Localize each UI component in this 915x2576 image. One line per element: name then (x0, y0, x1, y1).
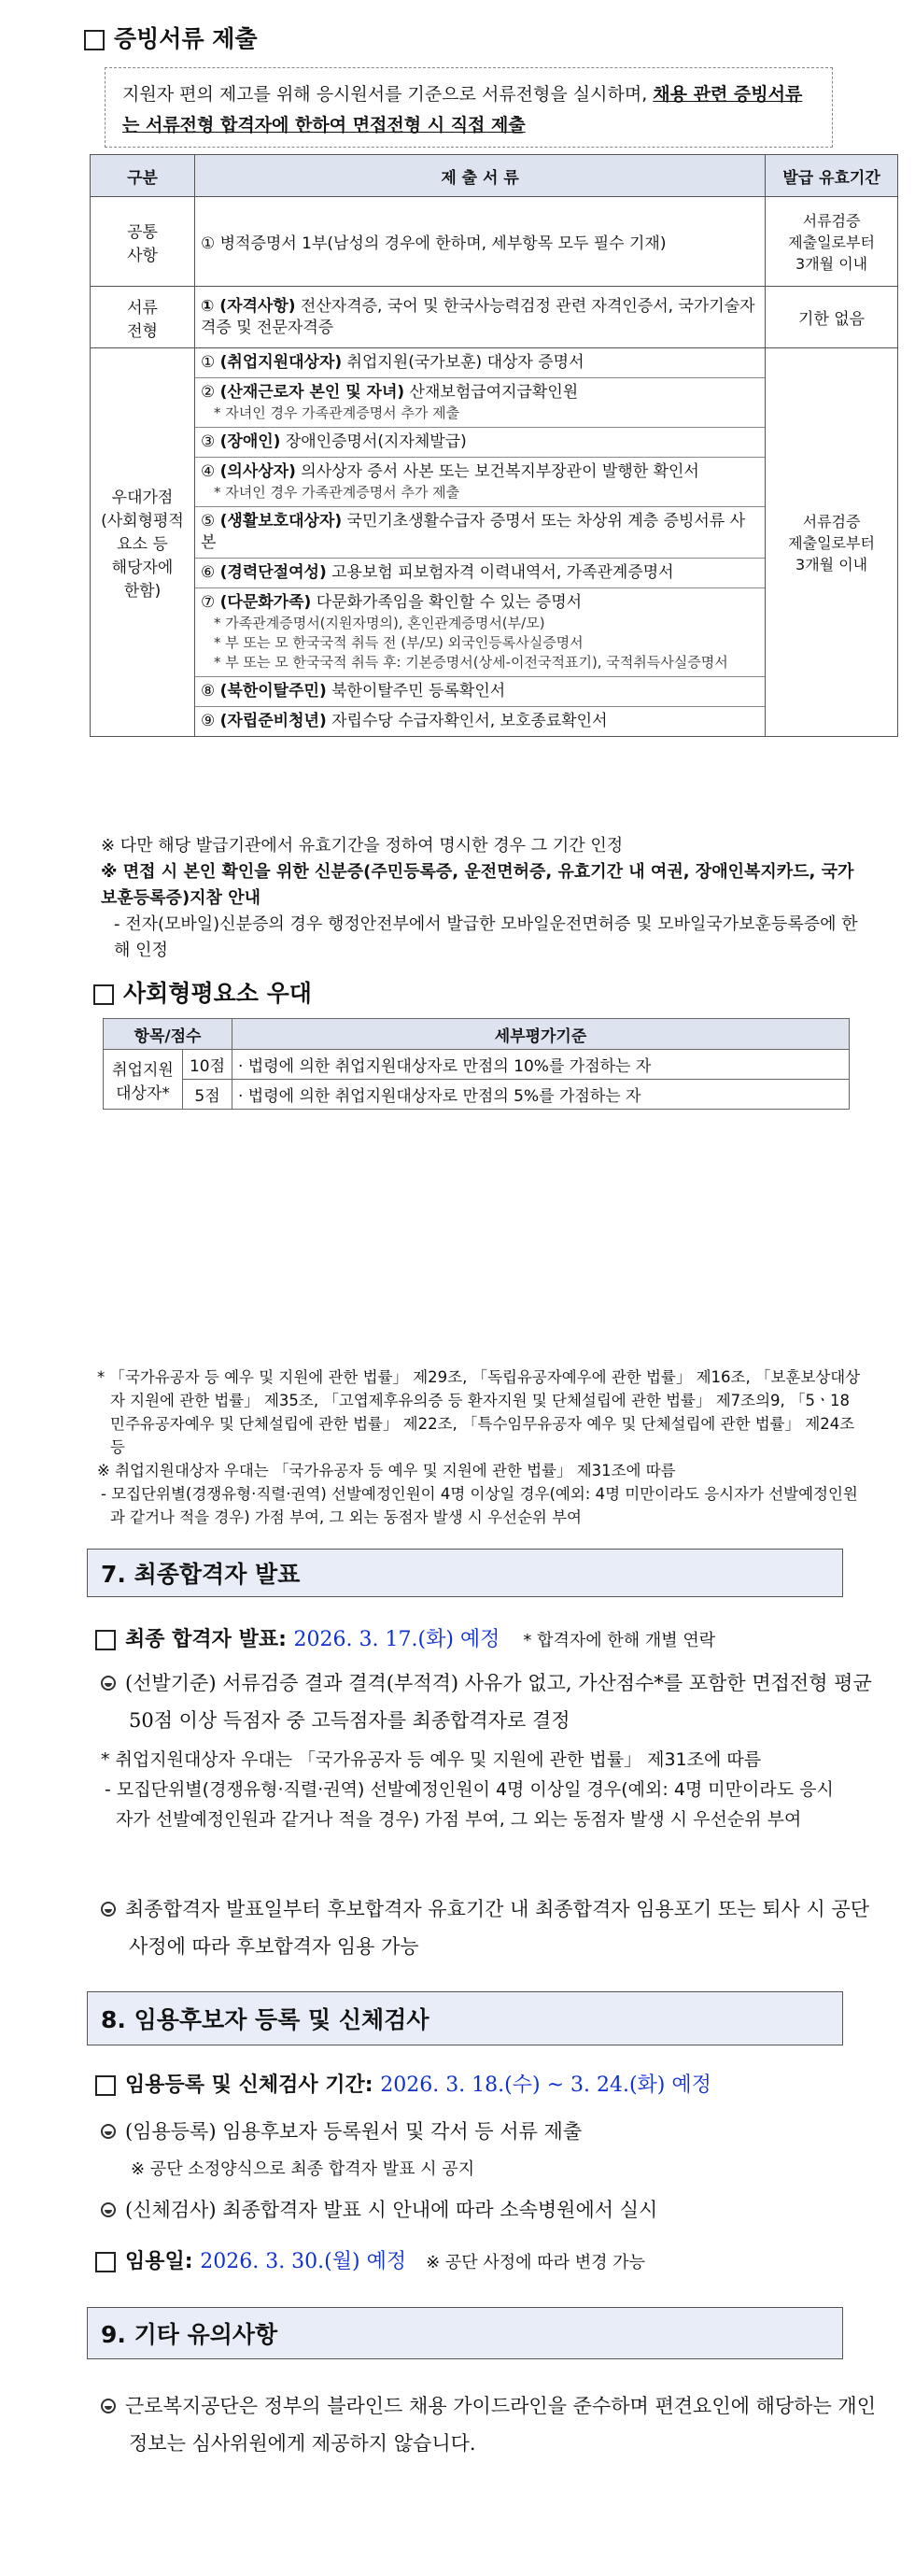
preference-item-number: ② (200, 383, 220, 402)
preference-item-text: 다문화가족임을 확인할 수 있는 증명서 (311, 593, 583, 612)
table-row-common (91, 197, 898, 287)
social-title: 사회형평요소 우대 (123, 980, 312, 1007)
preference-item-label: (생활보호대상자) (219, 512, 343, 531)
col-header-criteria: 세부평가기준 (232, 1019, 850, 1050)
preference-item-text: 국민기초생활수급자 증명서 또는 차상위 계층 증빙서류 사본 (200, 512, 746, 552)
docs-note (105, 67, 833, 148)
preference-item-label: (장애인) (219, 432, 281, 451)
preference-item (195, 428, 765, 458)
checkbox-icon (93, 984, 114, 1005)
preference-item-subnote: * 자녀인 경우 가족관계증명서 추가 제출 (213, 484, 460, 501)
preference-item-label: (의사상자) (219, 462, 296, 481)
section-8-checkup-text: (신체검사) 최종합격자 발표 시 안내에 따라 소속병원에서 실시 (125, 2199, 658, 2221)
docs-table (90, 154, 898, 737)
bullet-icon (101, 2202, 116, 2217)
checkbox-icon (84, 30, 105, 50)
registration-period-date: 2026. 3. 18.(수) ~ 3. 24.(화) 예정 (380, 2074, 711, 2097)
bullet-icon (101, 1902, 116, 1917)
social-criteria: · 법령에 의한 취업지원대상자로 만점의 5%를 가점하는 자 (232, 1080, 850, 1110)
preference-item (195, 348, 765, 378)
row-document (194, 287, 765, 348)
preference-item-label: (취업지원대상자) (219, 353, 343, 372)
docs-note-plain: 지원자 편의 제고를 위해 응시원서를 기준으로 서류전형을 실시하며, (122, 84, 654, 105)
preference-item-number: ⑤ (200, 512, 220, 531)
social-note-laws: * 「국가유공자 등 예우 및 지원에 관한 법률」 제29조, 「독립유공자예우에 관한 법률」 제16조, 「보훈보상대상자 지원에 관한 법률」 제35조, 「고엽제후유의증 등 환자지원 및 단체설립에 관한 법률」 제7조의9, 「5ㆍ18민주유공자예우 및 단체설립에 관한 법률」 제22조, 「특수임무유공자 예우 및 단체설립에 관한 법률」 제24조 등 (97, 1368, 861, 1456)
section-7-criteria (101, 1664, 876, 1739)
preference-item-number: ⑨ (200, 712, 220, 730)
row-validity: 서류검증 제출일로부터 3개월 이내 (766, 348, 898, 737)
section-7-note-bonus: - 모집단위별(경쟁유형·직렬·권역) 선발예정인원이 4명 이상일 경우(예외: 4명 미만이라도 응시자가 선발예정인원과 같거나 적을 경우) 가점 부여, 그 외는 동점자 발생 시 우선순위 부여 (105, 1779, 834, 1830)
row-document: ① 병적증명서 1부(남성의 경우에 한하며, 세부항목 모두 필수 기재) (194, 197, 765, 287)
preference-item-number: ⑧ (200, 682, 220, 701)
row-document-text: 전산자격증, 국어 및 한국사능력검정 관련 자격인증서, 국가기술자격증 및 전문자격증 (200, 296, 755, 337)
section-8-registration-note: ※ 공단 소정양식으로 최종 합격자 발표 시 공지 (131, 2159, 475, 2179)
social-score: 5점 (183, 1080, 232, 1110)
section-9-header (87, 2307, 843, 2359)
preference-item-row (195, 588, 765, 677)
section-8-checkup (101, 2191, 848, 2229)
appointment-date-label: 임용일: (125, 2250, 201, 2273)
social-note-bonus: - 모집단위별(경쟁유형·직렬·권역) 선발예정인원이 4명 이상일 경우(예외: 4명 미만이라도 응시자가 선발예정인원과 같거나 적을 경우) 가점 부여, 그 외는 동점자 발생 시 우선순위 부여 (101, 1485, 858, 1526)
preference-item-text: 의사상자 증서 사본 또는 보건복지부장관이 발행한 확인서 (295, 462, 699, 481)
footnote-id-card: ※ 면접 시 본인 확인을 위한 신분증(주민등록증, 운전면허증, 유효기간 내 여권, 장애인복지카드, 국가보훈등록증)지참 안내 (101, 862, 854, 908)
footnote-validity: ※ 다만 해당 발급기관에서 유효기간을 정하여 명시한 경우 그 기간 인정 (101, 836, 624, 856)
preference-item (195, 588, 765, 677)
registration-period-label: 임용등록 및 신체검사 기간: (125, 2074, 381, 2097)
table-row (104, 1080, 850, 1110)
section-7-header (87, 1549, 843, 1597)
final-announce-label: 최종 합격자 발표: (125, 1628, 294, 1651)
preference-item-text: 고용보험 피보험자격 이력내역서, 가족관계증명서 (326, 563, 674, 582)
checkbox-icon (95, 1630, 116, 1650)
preference-item-row (195, 559, 765, 588)
registration-period-line (95, 2069, 711, 2098)
preference-item-number: ⑥ (200, 563, 220, 582)
social-note-rule: ※ 취업지원대상자 우대는 「국가유공자 등 예우 및 지원에 관한 법률」 제31조에 따름 (97, 1462, 676, 1479)
table-row (104, 1050, 850, 1080)
col-header-category: 구분 (91, 155, 195, 197)
appointment-date-value: 2026. 3. 30.(월) 예정 (200, 2250, 407, 2273)
social-table (103, 1018, 850, 1110)
row-category: 우대가점 (사회형평적 요소 등 해당자에 한함) (91, 348, 195, 737)
section-7-alternate (101, 1890, 876, 1965)
preference-item (195, 378, 765, 428)
footnote-mobile-id: - 전자(모바일)신분증의 경우 행정안전부에서 발급한 모바일운전면허증 및 모바일국가보훈등록증에 한해 인정 (114, 914, 858, 960)
col-header-validity: 발급 유효기간 (766, 155, 898, 197)
col-header-documents: 제 출 서 류 (194, 155, 765, 197)
section-7-title: 7. 최종합격자 발표 (101, 1561, 301, 1588)
appointment-date-note: ※ 공단 사정에 따라 변경 가능 (426, 2253, 646, 2272)
social-criteria: · 법령에 의한 취업지원대상자로 만점의 10%를 가점하는 자 (232, 1050, 850, 1080)
preference-item-row (195, 507, 765, 559)
preference-item-subnote: * 자녀인 경우 가족관계증명서 추가 제출 (213, 404, 460, 421)
final-announce-note: * 합격자에 한해 개별 연락 (523, 1631, 716, 1650)
section-7-alternate-text: 최종합격자 발표일부터 후보합격자 유효기간 내 최종합격자 임용포기 또는 퇴사 시 공단사정에 따라 후보합격자 임용 가능 (125, 1898, 870, 1958)
preference-item (195, 458, 765, 507)
docs-footnotes (101, 833, 866, 964)
preference-item-label: (다문화가족) (219, 593, 312, 612)
preference-item-text: 산재보험급여지급확인원 (404, 383, 579, 402)
preference-item-text: 장애인증명서(지자체발급) (280, 432, 467, 451)
preference-item-subnote: * 가족관계증명서(지원자명의), 혼인관계증명서(부/모) (213, 615, 545, 631)
preference-item (195, 507, 765, 559)
preference-item-subnote: * 부 또는 모 한국국적 취득 후: 기본증명서(상세-이전국적표기), 국적취득사실증명서 (213, 654, 728, 671)
section-9-title: 9. 기타 유의사항 (101, 2321, 278, 2348)
section-9-notice-text: 근로복지공단은 정부의 블라인드 채용 가이드라인을 준수하며 편견요인에 해당하는 개인정보는 심사위원에게 제공하지 않습니다. (125, 2395, 876, 2455)
section-7-notes (101, 1745, 848, 1834)
checkbox-icon (95, 2252, 116, 2272)
preference-item (195, 707, 765, 737)
section-9-notice (101, 2387, 876, 2462)
preference-item-number: ③ (200, 432, 220, 451)
docs-title: 증빙서류 제출 (114, 25, 258, 52)
preference-item-subnote: * 부 또는 모 한국국적 취득 전 (부/모) 외국인등록사실증명서 (213, 634, 584, 651)
row-category: 공통 사항 (91, 197, 195, 287)
preference-item-label: (산재근로자 본인 및 자녀) (219, 383, 405, 402)
preference-item-number: ⑦ (200, 593, 220, 612)
preference-items-cell (194, 348, 765, 737)
section-8-title: 8. 임용후보자 등록 및 신체검사 (101, 2006, 429, 2033)
row-validity: 기한 없음 (766, 287, 898, 348)
preference-item-number: ① (200, 353, 220, 372)
row-document-bold: ① (자격사항) (200, 296, 296, 316)
section-8-registration-text: (임용등록) 임용후보자 등록원서 및 각서 등 서류 제출 (125, 2120, 583, 2143)
row-validity: 서류검증 제출일로부터 3개월 이내 (766, 197, 898, 287)
preference-item-row (195, 378, 765, 428)
table-row-preference (91, 348, 898, 737)
preference-item-text: 취업지원(국가보훈) 대상자 증명서 (342, 353, 584, 372)
final-announce-date: 2026. 3. 17.(화) 예정 (293, 1628, 500, 1651)
preference-item-row (195, 458, 765, 507)
preference-item (195, 559, 765, 588)
preference-item-row (195, 707, 765, 737)
preference-items (195, 348, 765, 736)
table-row-screening (91, 287, 898, 348)
appointment-date-line (95, 2245, 645, 2274)
col-header-item: 항목/점수 (104, 1019, 232, 1050)
preference-item-label: (자립준비청년) (219, 712, 327, 730)
bullet-icon (101, 2124, 116, 2139)
section-8-header (87, 1991, 843, 2045)
section-7-criteria-text: (선발기준) 서류검증 결과 결격(부적격) 사유가 없고, 가산점수*를 포함한 면접전형 평균 50점 이상 득점자 중 고득점자를 최종합격자로 결정 (125, 1672, 872, 1732)
preference-item-text: 자립수당 수급자확인서, 보호종료확인서 (326, 712, 608, 730)
preference-item (195, 677, 765, 707)
bullet-icon (101, 1676, 116, 1691)
row-category: 서류 전형 (91, 287, 195, 348)
preference-item-row (195, 348, 765, 378)
social-category: 취업지원 대상자* (104, 1050, 183, 1110)
bullet-icon (101, 2399, 116, 2413)
preference-item-number: ④ (200, 462, 220, 481)
docs-heading (84, 21, 258, 54)
checkbox-icon (95, 2075, 116, 2096)
docs-note-bold: 채용 관련 증빙서류는 서류전형 합격자에 한하여 면접전형 시 직접 제출 (122, 84, 803, 135)
preference-item-label: (경력단절여성) (219, 563, 327, 582)
social-notes (97, 1366, 863, 1529)
preference-item-row (195, 677, 765, 707)
social-score: 10점 (183, 1050, 232, 1080)
final-announce-line (95, 1623, 715, 1652)
social-heading (93, 975, 312, 1009)
preference-item-text: 북한이탈주민 등록확인서 (326, 682, 506, 701)
section-7-note-rule: * 취업지원대상자 우대는 「국가유공자 등 예우 및 지원에 관한 법률」 제31조에 따름 (101, 1749, 762, 1770)
section-8-registration (101, 2113, 848, 2150)
preference-item-row (195, 428, 765, 458)
preference-item-label: (북한이탈주민) (219, 682, 327, 701)
